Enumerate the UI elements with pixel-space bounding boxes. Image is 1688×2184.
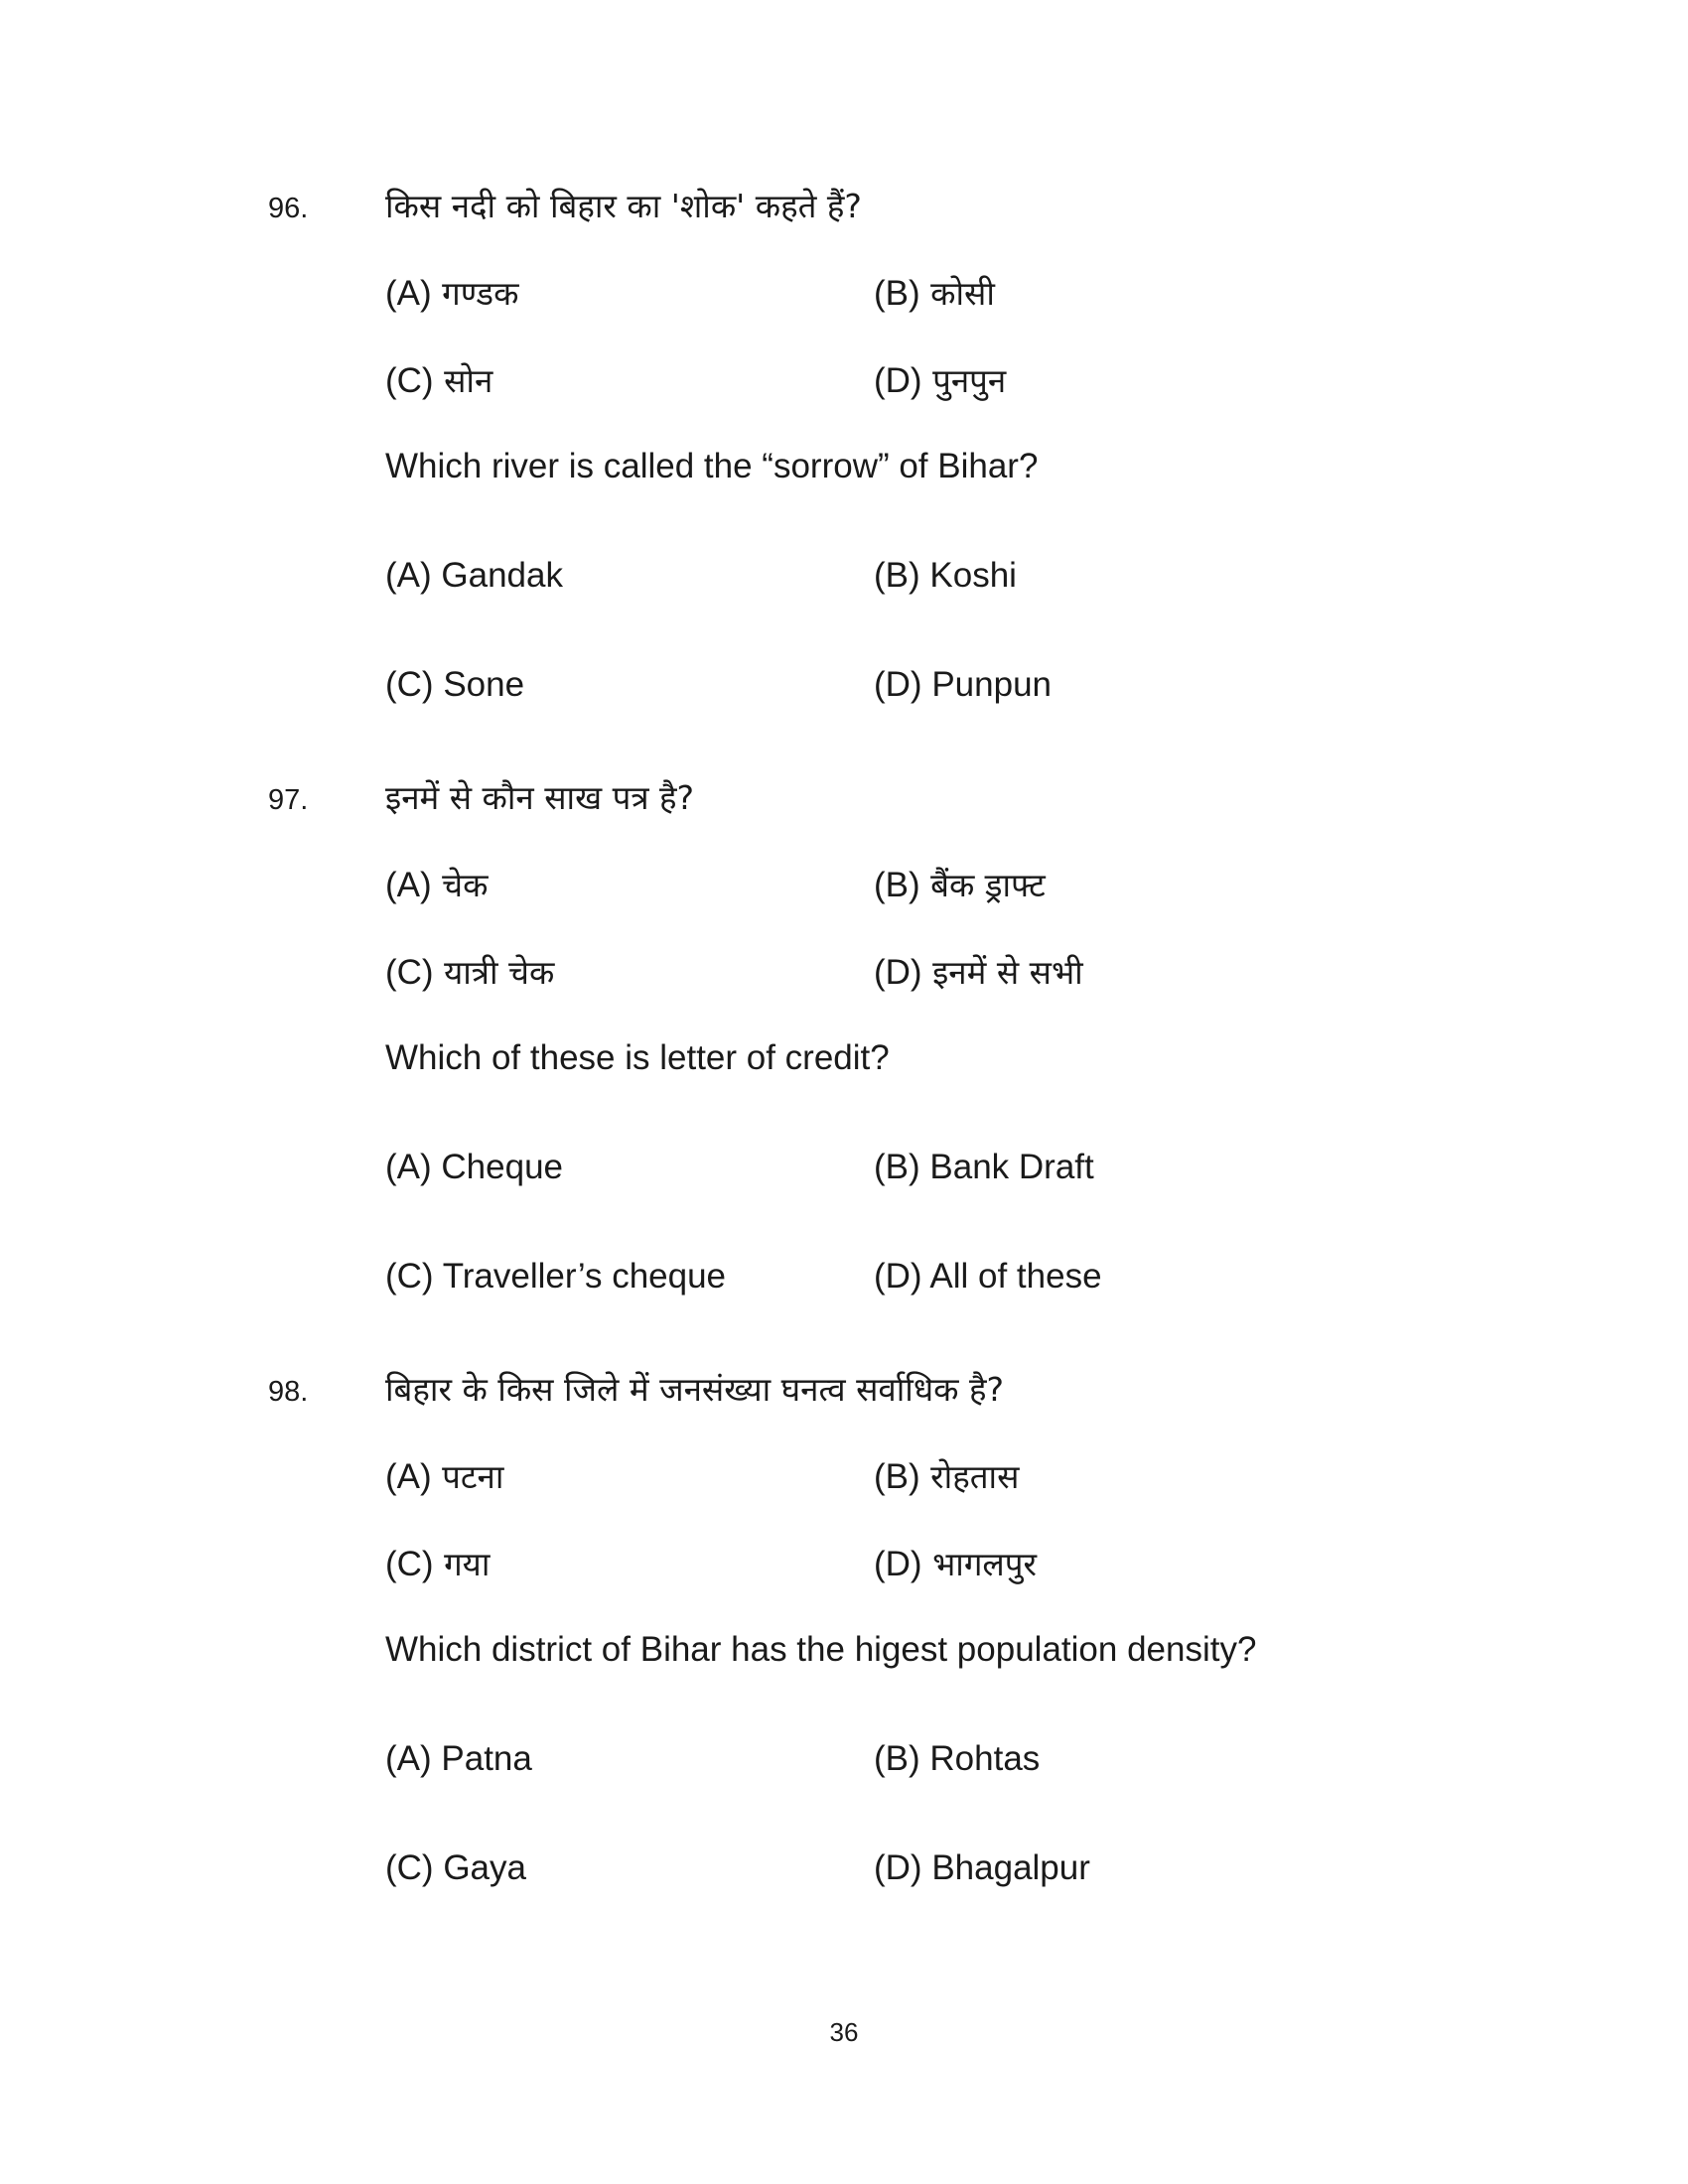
hindi-option-d: (D) पुनपुन: [874, 361, 1007, 400]
english-option-c: (C) Gaya: [385, 1848, 526, 1887]
english-question-text: Which of these is letter of credit?: [385, 1038, 890, 1077]
english-option-a: (A) Gandak: [385, 556, 563, 595]
english-option-c: (C) Sone: [385, 665, 525, 704]
hindi-question-text: बिहार के किस जिले में जनसंख्या घनत्व सर्वाधिक है?: [385, 1370, 1004, 1409]
hindi-option-c: (C) सोन: [385, 361, 493, 400]
english-option-b: (B) Koshi: [874, 556, 1017, 595]
hindi-question-text: किस नदी को बिहार का 'शोक' कहते हैं?: [385, 187, 862, 225]
hindi-option-b: (B) बैंक ड्राफ्ट: [874, 866, 1046, 904]
english-option-d: (D) All of these: [874, 1257, 1102, 1296]
english-question-text: Which district of Bihar has the higest population density?: [385, 1630, 1257, 1669]
english-option-b: (B) Bank Draft: [874, 1148, 1094, 1186]
english-option-a: (A) Cheque: [385, 1148, 563, 1186]
question-number: 97.: [268, 784, 309, 816]
hindi-option-c: (C) गया: [385, 1545, 491, 1583]
hindi-option-d: (D) भागलपुर: [874, 1545, 1038, 1583]
hindi-option-a: (A) चेक: [385, 866, 489, 904]
question-number: 98.: [268, 1376, 309, 1408]
hindi-option-a: (A) गण्डक: [385, 274, 519, 313]
hindi-option-d: (D) इनमें से सभी: [874, 953, 1083, 992]
english-option-c: (C) Traveller’s cheque: [385, 1257, 727, 1296]
english-option-d: (D) Punpun: [874, 665, 1052, 704]
hindi-option-b: (B) कोसी: [874, 274, 995, 313]
hindi-question-text: इनमें से कौन साख पत्र है?: [385, 778, 695, 817]
page-number: 36: [829, 2017, 859, 2047]
english-option-d: (D) Bhagalpur: [874, 1848, 1090, 1887]
english-question-text: Which river is called the “sorrow” of Bihar?: [385, 447, 1039, 485]
hindi-option-b: (B) रोहतास: [874, 1457, 1020, 1496]
question-number: 96.: [268, 193, 309, 224]
hindi-option-c: (C) यात्री चेक: [385, 953, 555, 992]
hindi-option-a: (A) पटना: [385, 1457, 504, 1496]
english-option-a: (A) Patna: [385, 1739, 532, 1778]
english-option-b: (B) Rohtas: [874, 1739, 1041, 1778]
